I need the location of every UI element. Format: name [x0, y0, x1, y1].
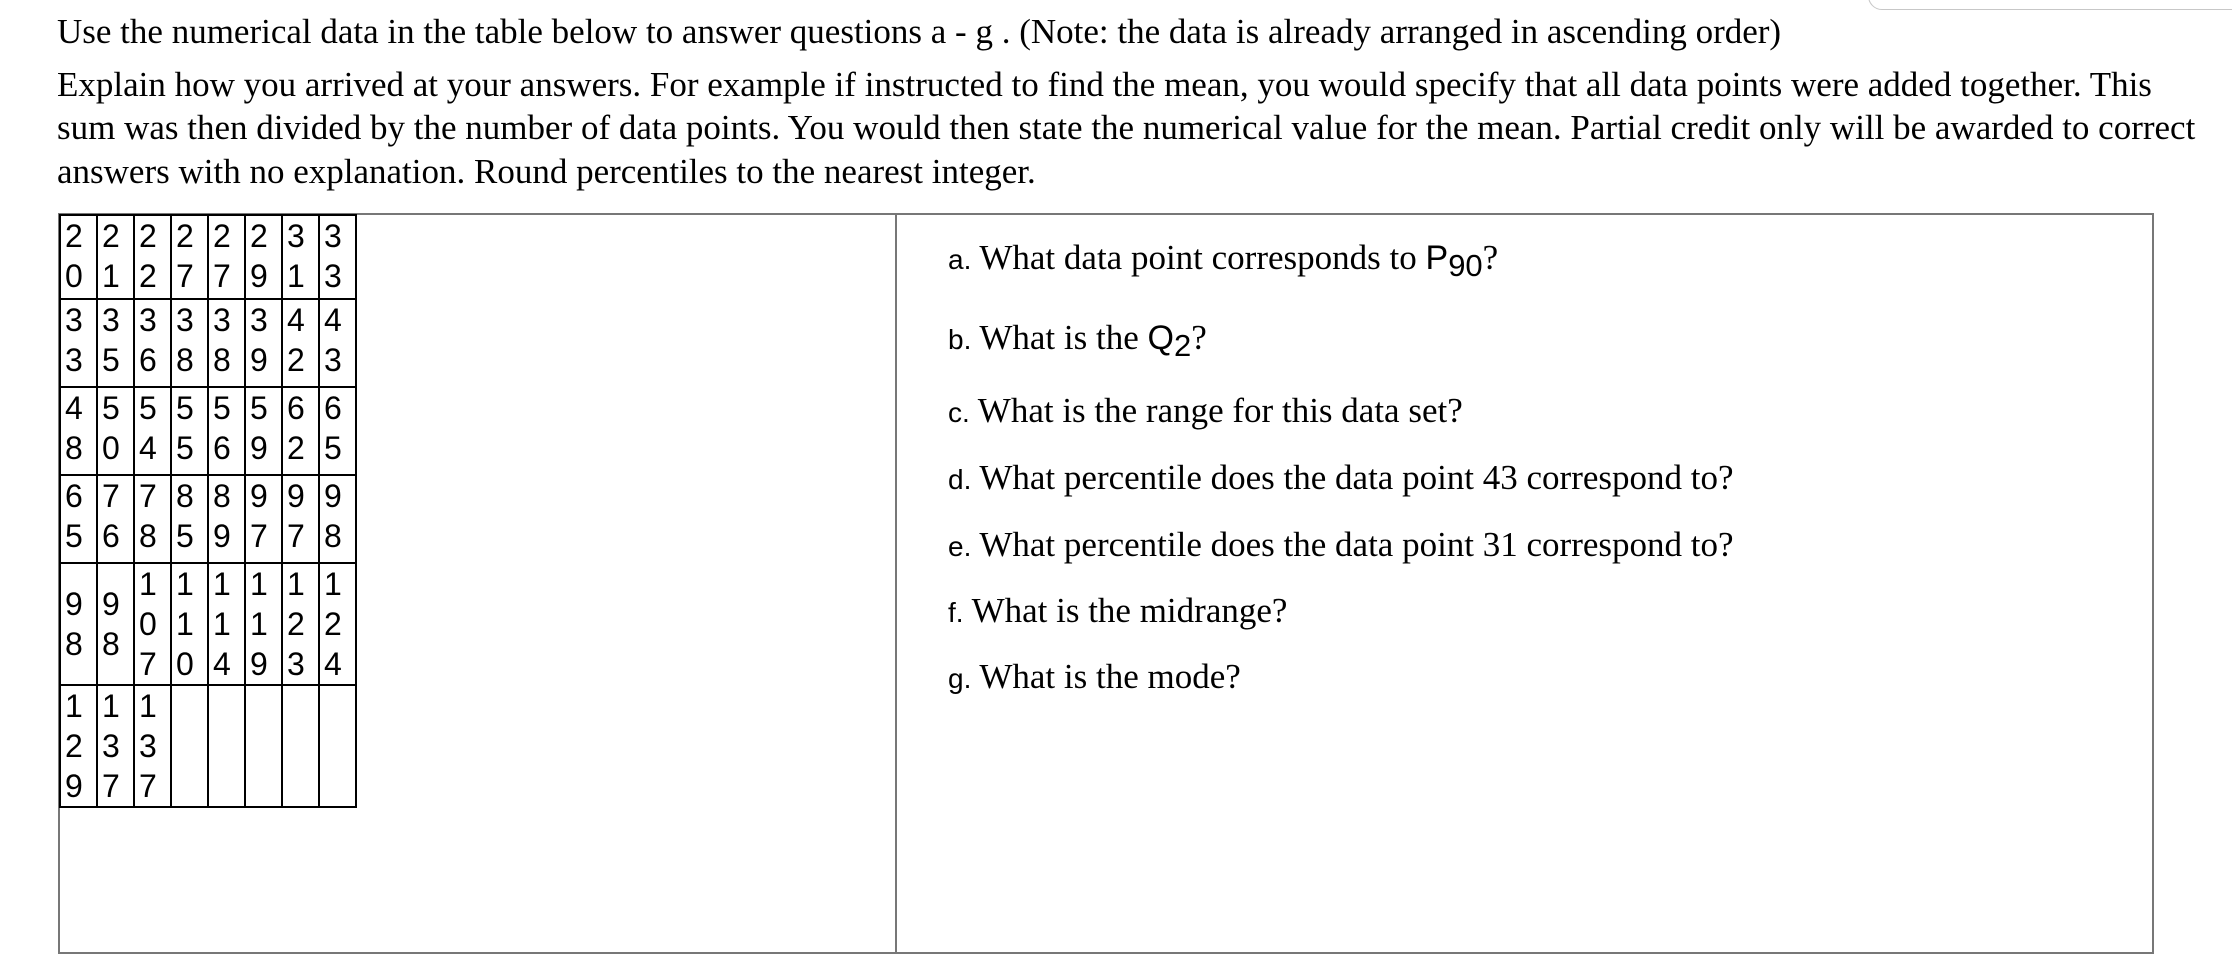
table-cell: 9 8 — [319, 475, 356, 563]
question-item — [948, 657, 1241, 699]
table-cell: 1 3 7 — [134, 685, 171, 807]
table-cell: 5 6 — [208, 387, 245, 475]
table-row — [60, 299, 356, 387]
question-subscript: 90 — [1448, 248, 1483, 283]
question-text: What is the range for this data set? — [977, 391, 1463, 430]
table-row — [60, 387, 356, 475]
table-cell: 9 8 — [97, 563, 134, 685]
table-cell: 3 3 — [60, 299, 97, 387]
table-row — [60, 563, 356, 685]
question-text: What is the — [979, 318, 1148, 357]
table-row — [60, 475, 356, 563]
column-divider — [895, 213, 897, 954]
table-cell: 6 5 — [60, 475, 97, 563]
table-cell — [171, 685, 208, 807]
table-cell: 5 5 — [171, 387, 208, 475]
table-cell: 2 1 — [97, 215, 134, 299]
table-cell: 2 9 — [245, 215, 282, 299]
question-letter: f. — [948, 597, 964, 628]
table-cell: 2 2 — [134, 215, 171, 299]
table-row — [60, 685, 356, 807]
table-cell: 4 8 — [60, 387, 97, 475]
question-suffix: ? — [1191, 318, 1207, 357]
question-item — [948, 238, 1499, 283]
table-cell: 6 5 — [319, 387, 356, 475]
question-suffix: ? — [1482, 238, 1499, 277]
instructions-line-1: Use the numerical data in the table below to answer questions a - g . (Note: the data is already arranged in ascending order) — [57, 12, 1782, 51]
table-cell: 4 3 — [319, 299, 356, 387]
question-symbol: Q — [1147, 319, 1174, 357]
question-item — [948, 318, 1207, 363]
table-cell: 3 5 — [97, 299, 134, 387]
corner-frame — [1868, 0, 2232, 10]
table-cell: 1 2 9 — [60, 685, 97, 807]
question-subscript: 2 — [1173, 328, 1192, 363]
table-cell: 4 2 — [282, 299, 319, 387]
instructions-paragraph: Explain how you arrived at your answers. For example if instructed to find the mean, you would specify that all data points were added together. This sum was then divided by the number of data points. You would then state the numerical value for the mean. Partial credit only will be awarded to correct answers with no explanation. Round percentiles to the nearest integer. — [57, 64, 2196, 191]
question-text: What percentile does the data point 31 correspond to? — [979, 525, 1734, 564]
question-item — [948, 591, 1287, 633]
question-letter: d. — [948, 464, 972, 495]
question-letter: b. — [948, 324, 972, 355]
question-letter: a. — [948, 244, 972, 275]
table-cell — [319, 685, 356, 807]
table-cell: 5 9 — [245, 387, 282, 475]
table-cell: 6 2 — [282, 387, 319, 475]
question-text: What percentile does the data point 43 correspond to? — [979, 458, 1734, 497]
question-text: What is the mode? — [979, 657, 1241, 696]
table-cell: 3 8 — [171, 299, 208, 387]
table-cell: 2 7 — [208, 215, 245, 299]
question-item — [948, 525, 1734, 567]
table-cell: 9 8 — [60, 563, 97, 685]
table-cell: 3 6 — [134, 299, 171, 387]
question-symbol: P — [1425, 239, 1449, 277]
question-letter: e. — [948, 531, 972, 562]
table-cell: 8 5 — [171, 475, 208, 563]
table-cell: 9 7 — [282, 475, 319, 563]
table-cell: 1 3 7 — [97, 685, 134, 807]
table-cell: 2 0 — [60, 215, 97, 299]
question-item — [948, 458, 1734, 500]
table-cell: 1 1 4 — [208, 563, 245, 685]
question-letter: g. — [948, 663, 972, 694]
table-cell: 2 7 — [171, 215, 208, 299]
table-cell: 1 2 3 — [282, 563, 319, 685]
table-cell: 3 8 — [208, 299, 245, 387]
table-cell — [208, 685, 245, 807]
question-text: What data point corresponds to — [979, 238, 1426, 277]
table-cell: 3 3 — [319, 215, 356, 299]
question-text: What is the midrange? — [971, 591, 1288, 630]
table-cell — [282, 685, 319, 807]
table-cell: 5 4 — [134, 387, 171, 475]
table-cell: 5 0 — [97, 387, 134, 475]
table-cell: 7 8 — [134, 475, 171, 563]
table-cell: 3 9 — [245, 299, 282, 387]
table-cell: 7 6 — [97, 475, 134, 563]
table-cell: 1 1 9 — [245, 563, 282, 685]
table-cell: 1 1 0 — [171, 563, 208, 685]
question-letter: c. — [948, 397, 970, 428]
data-table-body — [60, 215, 356, 807]
table-cell: 1 2 4 — [319, 563, 356, 685]
table-cell: 3 1 — [282, 215, 319, 299]
instructions — [57, 10, 2217, 193]
data-table — [59, 214, 357, 808]
table-cell: 9 7 — [245, 475, 282, 563]
table-cell: 8 9 — [208, 475, 245, 563]
table-row — [60, 215, 356, 299]
question-item — [948, 391, 1463, 433]
table-cell: 1 0 7 — [134, 563, 171, 685]
table-cell — [245, 685, 282, 807]
